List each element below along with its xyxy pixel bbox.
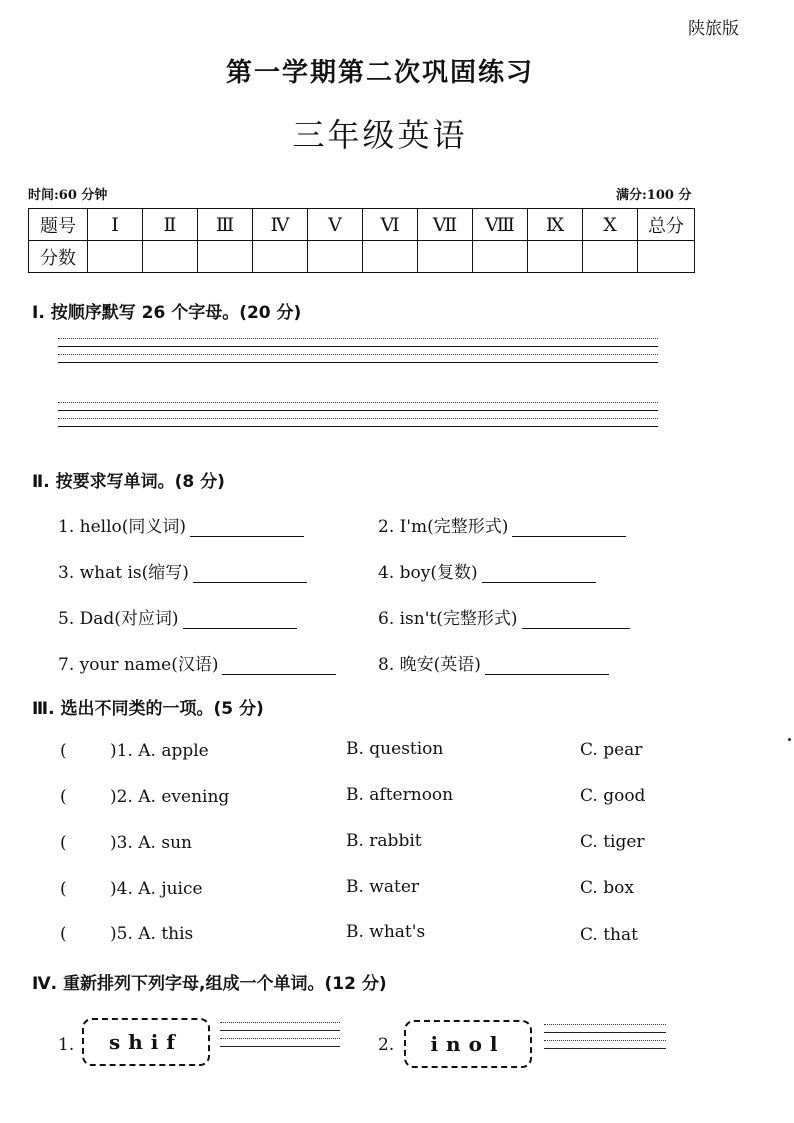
choice-option-b: B. afternoon	[346, 785, 454, 805]
choice-paren[interactable]: (	[60, 924, 67, 944]
full-score: 满分:100 分	[616, 188, 692, 203]
score-cell[interactable]	[418, 241, 473, 273]
writing-lines-1[interactable]	[58, 338, 658, 370]
score-cell[interactable]	[473, 241, 528, 273]
column-header: Ⅷ	[473, 209, 528, 241]
column-header: Ⅸ	[528, 209, 583, 241]
score-cell[interactable]	[198, 241, 253, 273]
score-table	[28, 208, 695, 273]
section-4-title: Ⅳ. 重新排列下列字母,组成一个单词。(12 分)	[32, 974, 387, 994]
answer-blank[interactable]	[183, 610, 297, 629]
choice-option-b: B. rabbit	[346, 831, 422, 851]
score-cell[interactable]	[253, 241, 308, 273]
choice-option-a: )3. A. sun	[110, 833, 192, 853]
question-item	[58, 650, 336, 675]
question-item	[378, 558, 596, 583]
total-score-cell[interactable]	[638, 241, 695, 273]
column-header: Ⅶ	[418, 209, 473, 241]
column-header: Ⅲ	[198, 209, 253, 241]
answer-blank[interactable]	[190, 518, 304, 537]
section-2-title: Ⅱ. 按要求写单词。(8 分)	[32, 472, 225, 492]
question-item	[58, 558, 307, 583]
total-header: 总分	[638, 209, 695, 241]
section-1-title: Ⅰ. 按顺序默写 26 个字母。(20 分)	[32, 303, 302, 323]
choice-option-a: )2. A. evening	[110, 787, 230, 807]
column-header: Ⅹ	[583, 209, 638, 241]
column-header: Ⅴ	[308, 209, 363, 241]
answer-blank[interactable]	[193, 564, 307, 583]
choice-option-c: C. box	[580, 878, 634, 898]
choice-option-a: )5. A. this	[110, 924, 194, 944]
score-cell[interactable]	[363, 241, 418, 273]
question-item	[378, 512, 626, 537]
question-text: 2. I'm(完整形式)	[378, 517, 509, 537]
scan-speck	[788, 738, 791, 741]
letter-box: shif	[82, 1018, 210, 1066]
page-subtitle: 三年级英语	[292, 116, 468, 154]
table-row	[29, 241, 695, 273]
section-3-title: Ⅲ. 选出不同类的一项。(5 分)	[32, 699, 264, 719]
choice-paren[interactable]: (	[60, 833, 67, 853]
choice-option-c: C. tiger	[580, 832, 645, 852]
edition-label: 陕旅版	[688, 19, 739, 39]
question-text: 8. 晚安(英语)	[378, 655, 481, 675]
column-header: Ⅰ	[88, 209, 143, 241]
question-item	[58, 604, 297, 629]
answer-lines[interactable]	[220, 1022, 340, 1054]
question-text: 5. Dad(对应词)	[58, 609, 179, 629]
choice-paren[interactable]: (	[60, 787, 67, 807]
writing-lines-2[interactable]	[58, 402, 658, 434]
answer-blank[interactable]	[512, 518, 626, 537]
answer-lines[interactable]	[544, 1024, 666, 1056]
choice-option-b: B. question	[346, 739, 444, 759]
choice-paren[interactable]: (	[60, 879, 67, 899]
question-text: 7. your name(汉语)	[58, 655, 219, 675]
score-cell[interactable]	[528, 241, 583, 273]
score-cell[interactable]	[143, 241, 198, 273]
answer-blank[interactable]	[485, 656, 609, 675]
column-header: Ⅳ	[253, 209, 308, 241]
exam-time: 时间:60 分钟	[28, 188, 108, 203]
question-text: 6. isn't(完整形式)	[378, 609, 518, 629]
question-item	[378, 650, 609, 675]
choice-option-c: C. pear	[580, 740, 643, 760]
answer-blank[interactable]	[482, 564, 596, 583]
question-item	[58, 512, 304, 537]
choice-paren[interactable]: (	[60, 741, 67, 761]
question-text: 3. what is(缩写)	[58, 563, 189, 583]
row-label-question-no: 题号	[29, 209, 88, 241]
choice-option-b: B. what's	[346, 922, 426, 942]
letter-box: inol	[404, 1020, 532, 1068]
score-cell[interactable]	[308, 241, 363, 273]
answer-blank[interactable]	[522, 610, 630, 629]
item-number: 2.	[378, 1035, 395, 1055]
choice-option-b: B. water	[346, 877, 420, 897]
page-title: 第一学期第二次巩固练习	[225, 58, 534, 88]
column-header: Ⅵ	[363, 209, 418, 241]
column-header: Ⅱ	[143, 209, 198, 241]
question-text: 1. hello(同义词)	[58, 517, 187, 537]
score-cell[interactable]	[583, 241, 638, 273]
item-number: 1.	[58, 1035, 75, 1055]
row-label-score: 分数	[29, 241, 88, 273]
choice-option-a: )4. A. juice	[110, 879, 203, 899]
question-text: 4. boy(复数)	[378, 563, 478, 583]
choice-option-c: C. that	[580, 925, 638, 945]
question-item	[378, 604, 630, 629]
score-cell[interactable]	[88, 241, 143, 273]
choice-option-a: )1. A. apple	[110, 741, 209, 761]
table-row	[29, 209, 695, 241]
choice-option-c: C. good	[580, 786, 646, 806]
answer-blank[interactable]	[222, 656, 336, 675]
